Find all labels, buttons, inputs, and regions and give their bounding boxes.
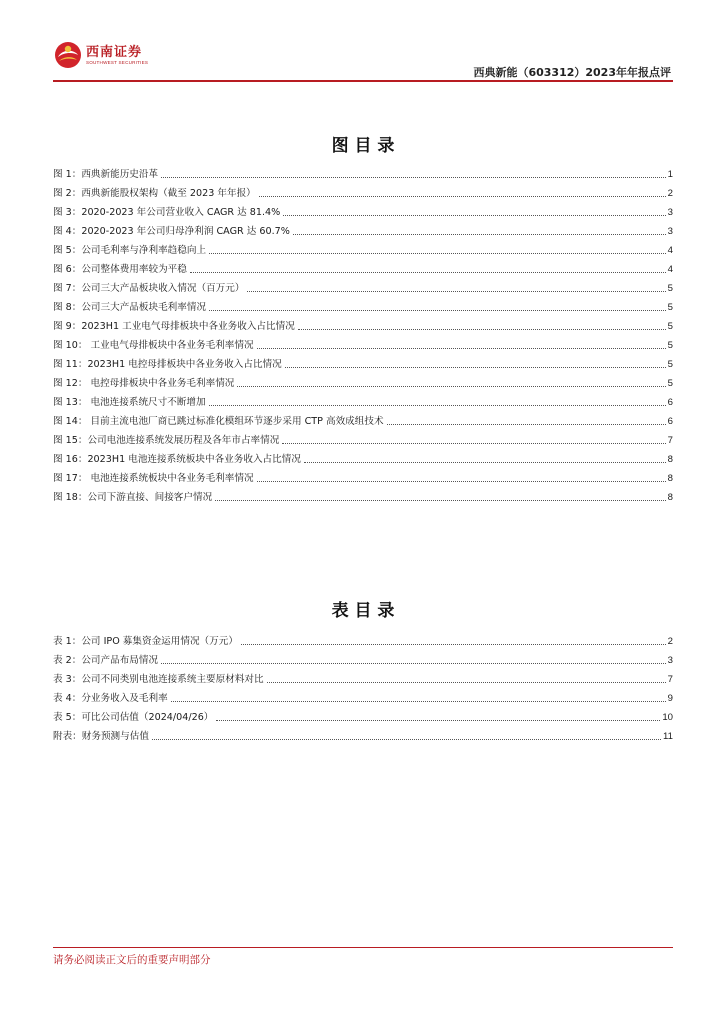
toc-entry[interactable] — [53, 219, 673, 238]
toc-entry-page-number: 3 — [667, 655, 673, 666]
toc-entry-label: 图 7：公司三大产品板块收入情况（百万元） — [53, 283, 245, 294]
toc-entry-label: 图 6：公司整体费用率较为平稳 — [53, 264, 187, 275]
toc-entry[interactable] — [53, 466, 673, 485]
header-divider — [53, 80, 673, 82]
footer-divider — [53, 947, 673, 948]
page-header — [53, 40, 673, 82]
toc-dot-leader — [257, 481, 666, 482]
toc-entry[interactable] — [53, 705, 673, 724]
toc-entry-page-number: 5 — [667, 302, 673, 313]
toc-entry[interactable] — [53, 390, 673, 409]
toc-entry-label: 表 1：公司 IPO 募集资金运用情况（万元） — [53, 636, 238, 647]
toc-entry-label: 图 14： 目前主流电池厂商已跳过标准化模组环节逐步采用 CTP 高效成组技术 — [53, 416, 384, 427]
toc-entry-page-number: 5 — [667, 283, 673, 294]
toc-entry-page-number: 3 — [667, 207, 673, 218]
toc-entry-label: 图 18：公司下游直接、间接客户情况 — [53, 492, 213, 503]
logo-emblem-icon — [53, 40, 83, 70]
toc-dot-leader — [209, 253, 666, 254]
table-index-list — [53, 629, 673, 743]
toc-entry-page-number: 4 — [667, 245, 673, 256]
toc-entry[interactable] — [53, 447, 673, 466]
toc-entry-page-number: 8 — [667, 473, 673, 484]
toc-entry-label: 图 11：2023H1 电控母排板块中各业务收入占比情况 — [53, 359, 282, 370]
toc-entry-label: 表 4：分业务收入及毛利率 — [53, 693, 168, 704]
toc-entry-label: 图 4：2020-2023 年公司归母净利润 CAGR 达 60.7% — [53, 226, 290, 237]
toc-entry-page-number: 5 — [667, 359, 673, 370]
toc-entry-label: 表 2：公司产品布局情况 — [53, 655, 159, 666]
toc-entry[interactable] — [53, 724, 673, 743]
toc-dot-leader — [285, 367, 666, 368]
toc-entry[interactable] — [53, 314, 673, 333]
toc-dot-leader — [209, 310, 666, 311]
toc-entry-page-number: 4 — [667, 264, 673, 275]
toc-entry-label: 图 8：公司三大产品板块毛利率情况 — [53, 302, 207, 313]
toc-dot-leader — [267, 682, 666, 683]
toc-entry[interactable] — [53, 238, 673, 257]
toc-entry-label: 图 3：2020-2023 年公司营业收入 CAGR 达 81.4% — [53, 207, 281, 218]
toc-dot-leader — [304, 462, 666, 463]
footer-disclaimer: 请务必阅读正文后的重要声明部分 — [53, 954, 211, 966]
toc-entry[interactable] — [53, 667, 673, 686]
toc-entry-label: 图 2：西典新能股权架构（截至 2023 年年报） — [53, 188, 256, 199]
toc-entry[interactable] — [53, 371, 673, 390]
toc-entry-label: 表 5：可比公司估值（2024/04/26） — [53, 712, 214, 723]
toc-entry-page-number: 2 — [667, 636, 673, 647]
toc-entry[interactable] — [53, 181, 673, 200]
toc-entry-label: 图 9：2023H1 工业电气母排板块中各业务收入占比情况 — [53, 321, 295, 332]
toc-dot-leader — [283, 215, 665, 216]
toc-entry-label: 表 3：公司不同类别电池连接系统主要原材料对比 — [53, 674, 264, 685]
toc-entry[interactable] — [53, 409, 673, 428]
toc-entry[interactable] — [53, 485, 673, 504]
toc-entry-page-number: 1 — [667, 169, 673, 180]
toc-dot-leader — [216, 720, 660, 721]
toc-dot-leader — [237, 386, 665, 387]
toc-entry[interactable] — [53, 162, 673, 181]
toc-entry[interactable] — [53, 352, 673, 371]
toc-entry-page-number: 11 — [663, 731, 673, 742]
toc-entry-page-number: 7 — [667, 674, 673, 685]
toc-entry-page-number: 2 — [667, 188, 673, 199]
toc-dot-leader — [298, 329, 666, 330]
table-index-title: 表 目 录 — [331, 601, 395, 621]
toc-dot-leader — [152, 739, 661, 740]
toc-dot-leader — [293, 234, 666, 235]
toc-entry-page-number: 3 — [667, 226, 673, 237]
toc-dot-leader — [259, 196, 666, 197]
toc-entry-page-number: 6 — [667, 416, 673, 427]
company-logo — [53, 40, 148, 70]
figure-index-title: 图 目 录 — [331, 136, 395, 156]
toc-entry[interactable] — [53, 648, 673, 667]
toc-entry-page-number: 5 — [667, 378, 673, 389]
toc-dot-leader — [241, 644, 666, 645]
toc-dot-leader — [215, 500, 665, 501]
toc-entry[interactable] — [53, 257, 673, 276]
toc-entry-page-number: 5 — [667, 340, 673, 351]
toc-entry-label: 图 10： 工业电气母排板块中各业务毛利率情况 — [53, 340, 254, 351]
toc-entry[interactable] — [53, 295, 673, 314]
report-title: 西典新能（603312）2023年年报点评 — [473, 66, 671, 79]
toc-entry-page-number: 8 — [667, 454, 673, 465]
toc-entry[interactable] — [53, 276, 673, 295]
toc-entry-label: 图 12： 电控母排板块中各业务毛利率情况 — [53, 378, 235, 389]
toc-dot-leader — [190, 272, 666, 273]
toc-dot-leader — [257, 348, 666, 349]
toc-entry[interactable] — [53, 200, 673, 219]
toc-entry[interactable] — [53, 333, 673, 352]
figure-index-list — [53, 162, 673, 504]
toc-entry[interactable] — [53, 428, 673, 447]
toc-dot-leader — [282, 443, 665, 444]
toc-dot-leader — [161, 663, 666, 664]
toc-entry-page-number: 8 — [667, 492, 673, 503]
toc-entry[interactable] — [53, 629, 673, 648]
toc-entry-page-number: 6 — [667, 397, 673, 408]
toc-dot-leader — [209, 405, 666, 406]
toc-dot-leader — [387, 424, 666, 425]
toc-entry-label: 图 16：2023H1 电池连接系统板块中各业务收入占比情况 — [53, 454, 301, 465]
toc-entry-label: 图 17： 电池连接系统板块中各业务毛利率情况 — [53, 473, 254, 484]
toc-entry[interactable] — [53, 686, 673, 705]
toc-entry-label: 图 15：公司电池连接系统发展历程及各年市占率情况 — [53, 435, 280, 446]
toc-entry-page-number: 10 — [662, 712, 673, 723]
toc-dot-leader — [171, 701, 666, 702]
logo-english-name: SOUTHWEST SECURITIES — [86, 59, 149, 65]
logo-chinese-name: 西南证券 — [86, 44, 143, 60]
toc-entry-page-number: 7 — [667, 435, 673, 446]
toc-entry-page-number: 9 — [667, 693, 673, 704]
toc-dot-leader — [247, 291, 665, 292]
toc-dot-leader — [161, 177, 666, 178]
toc-entry-page-number: 5 — [667, 321, 673, 332]
toc-entry-label: 图 5：公司毛利率与净利率趋稳向上 — [53, 245, 207, 256]
toc-entry-label: 附表：财务预测与估值 — [53, 731, 149, 742]
toc-entry-label: 图 1：西典新能历史沿革 — [53, 169, 159, 180]
toc-entry-label: 图 13： 电池连接系统尺寸不断增加 — [53, 397, 206, 408]
